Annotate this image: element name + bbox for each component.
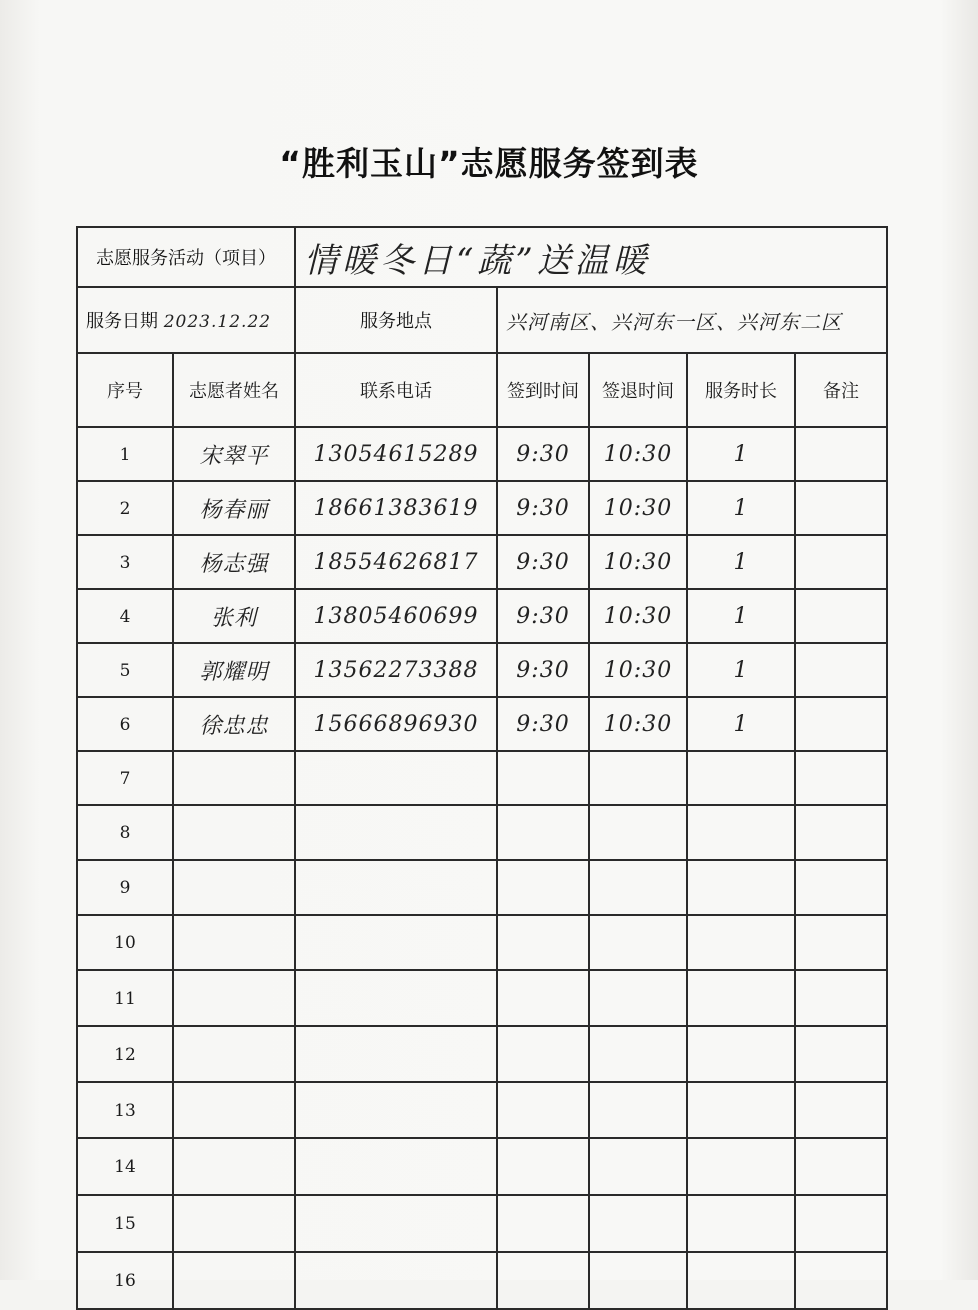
service-hours: 1 [733, 549, 749, 575]
header-row [77, 353, 887, 427]
row-number-cell [77, 915, 173, 970]
phone-number: 18554626817 [313, 549, 479, 575]
table-row [77, 1138, 887, 1195]
signin-time: 9:30 [516, 711, 570, 737]
signin-time-cell [497, 860, 589, 915]
note-cell [795, 697, 887, 751]
row-number-cell [77, 1082, 173, 1138]
table-row [77, 751, 887, 805]
signout-time-cell [589, 589, 687, 643]
signin-time: 9:30 [516, 441, 570, 467]
row-number-cell [77, 481, 173, 535]
signin-time-cell [497, 805, 589, 860]
row-number-cell [77, 535, 173, 589]
signout-time-cell [589, 1026, 687, 1082]
signout-time-cell [589, 1138, 687, 1195]
row-number: 4 [119, 606, 131, 627]
signout-time: 10:30 [603, 549, 673, 575]
row-number-cell [77, 589, 173, 643]
note-cell [795, 1195, 887, 1252]
signout-time-cell [589, 697, 687, 751]
phone-number-cell [295, 805, 497, 860]
signin-time-cell [497, 970, 589, 1026]
phone-number: 13562273388 [313, 657, 479, 683]
table-row [77, 535, 887, 589]
signout-time-cell [589, 805, 687, 860]
volunteer-name-cell [173, 751, 295, 805]
phone-number-cell [295, 1252, 497, 1309]
date-location-row [77, 287, 887, 353]
signout-time-cell [589, 970, 687, 1026]
phone-number-cell [295, 1082, 497, 1138]
signin-time-cell [497, 1252, 589, 1309]
row-number-cell [77, 427, 173, 481]
service-hours: 1 [733, 495, 749, 521]
signin-time: 9:30 [516, 657, 570, 683]
note-cell [795, 751, 887, 805]
phone-number-cell [295, 915, 497, 970]
activity-value [295, 227, 887, 287]
service-hours-cell [687, 915, 795, 970]
row-number: 1 [119, 444, 131, 465]
service-hours-cell [687, 697, 795, 751]
note-cell [795, 1082, 887, 1138]
note-cell [795, 805, 887, 860]
table-row [77, 481, 887, 535]
signin-time-cell [497, 751, 589, 805]
phone-number-cell [295, 427, 497, 481]
note-cell [795, 427, 887, 481]
volunteer-name-cell [173, 481, 295, 535]
service-hours-cell [687, 751, 795, 805]
volunteer-name-cell [173, 805, 295, 860]
volunteer-name-cell [173, 697, 295, 751]
volunteer-name-cell [173, 643, 295, 697]
signout-time-cell [589, 427, 687, 481]
row-number: 13 [114, 1100, 136, 1121]
signin-time: 9:30 [516, 495, 570, 521]
table-row [77, 805, 887, 860]
volunteer-name-cell [173, 915, 295, 970]
signin-time-cell [497, 481, 589, 535]
phone-number-cell [295, 751, 497, 805]
location-handwriting: 兴河南区、兴河东一区、兴河东二区 [506, 309, 842, 334]
row-number-cell [77, 805, 173, 860]
activity-row [77, 227, 887, 287]
row-number: 3 [119, 552, 131, 573]
row-number-cell [77, 1195, 173, 1252]
signin-time-cell [497, 1082, 589, 1138]
volunteer-name-cell [173, 1252, 295, 1309]
phone-number-cell [295, 481, 497, 535]
service-hours: 1 [733, 603, 749, 629]
signin-time: 9:30 [516, 549, 570, 575]
row-number: 14 [114, 1157, 136, 1177]
signout-time: 10:30 [603, 657, 673, 683]
volunteer-name-cell [173, 970, 295, 1026]
table-row [77, 427, 887, 481]
header-no: 序号 [77, 353, 173, 427]
table-row [77, 1026, 887, 1082]
signin-time-cell [497, 427, 589, 481]
row-number-cell [77, 860, 173, 915]
row-number: 12 [114, 1044, 136, 1065]
row-number-cell [77, 643, 173, 697]
signin-time-cell [497, 915, 589, 970]
phone-number: 18661383619 [313, 495, 479, 521]
table-row [77, 860, 887, 915]
service-hours-cell [687, 805, 795, 860]
signin-time-cell [497, 643, 589, 697]
service-hours-cell [687, 860, 795, 915]
table-row [77, 915, 887, 970]
service-hours-cell [687, 1195, 795, 1252]
signin-time-cell [497, 697, 589, 751]
row-number-cell [77, 697, 173, 751]
volunteer-name: 徐忠忠 [199, 713, 269, 739]
phone-number: 13054615289 [313, 441, 479, 467]
table-row [77, 643, 887, 697]
row-number: 15 [114, 1214, 136, 1234]
signout-time-cell [589, 1252, 687, 1309]
service-hours-cell [687, 970, 795, 1026]
volunteer-name: 张利 [210, 605, 257, 631]
date-cell [77, 287, 295, 353]
row-number: 7 [119, 768, 131, 789]
volunteer-name-cell [173, 589, 295, 643]
volunteer-name: 郭耀明 [199, 659, 269, 685]
signin-table [76, 226, 888, 1310]
date-value: 2023.12.22 [163, 312, 272, 332]
page-title: “胜利玉山”志愿服务签到表 [279, 144, 699, 183]
signin-time: 9:30 [516, 603, 570, 629]
note-cell [795, 860, 887, 915]
phone-number: 15666896930 [313, 711, 479, 737]
activity-handwriting: 情暖冬日“蔬”送温暖 [304, 240, 651, 281]
volunteer-name-cell [173, 427, 295, 481]
volunteer-name-cell [173, 860, 295, 915]
signout-time: 10:30 [603, 603, 673, 629]
signin-time-cell [497, 1195, 589, 1252]
service-hours-cell [687, 1252, 795, 1309]
header-phone: 联系电话 [295, 353, 497, 427]
header-note: 备注 [795, 353, 887, 427]
row-number: 5 [119, 660, 131, 681]
signout-time-cell [589, 1195, 687, 1252]
row-number: 16 [114, 1271, 136, 1291]
row-number-cell [77, 970, 173, 1026]
volunteer-name: 杨志强 [199, 551, 269, 577]
table-row [77, 1082, 887, 1138]
note-cell [795, 915, 887, 970]
note-cell [795, 481, 887, 535]
row-number: 6 [119, 714, 131, 735]
phone-number-cell [295, 1138, 497, 1195]
signout-time-cell [589, 535, 687, 589]
table-row [77, 1252, 887, 1309]
volunteer-name: 杨春丽 [199, 497, 269, 523]
volunteer-name-cell [173, 1138, 295, 1195]
signin-time-cell [497, 1138, 589, 1195]
phone-number-cell [295, 860, 497, 915]
location-label: 服务地点 [295, 287, 497, 353]
phone-number-cell [295, 643, 497, 697]
signin-time-cell [497, 535, 589, 589]
signout-time-cell [589, 860, 687, 915]
header-duration: 服务时长 [687, 353, 795, 427]
note-cell [795, 1252, 887, 1309]
volunteer-name-cell [173, 1026, 295, 1082]
service-hours-cell [687, 481, 795, 535]
phone-number-cell [295, 1195, 497, 1252]
signout-time-cell [589, 1082, 687, 1138]
signout-time-cell [589, 643, 687, 697]
service-hours-cell [687, 589, 795, 643]
note-cell [795, 1138, 887, 1195]
note-cell [795, 970, 887, 1026]
phone-number-cell [295, 1026, 497, 1082]
row-number: 10 [114, 933, 136, 953]
header-signin: 签到时间 [497, 353, 589, 427]
service-hours: 1 [733, 441, 749, 467]
signout-time: 10:30 [603, 495, 673, 521]
table-row [77, 589, 887, 643]
row-number: 8 [119, 823, 131, 843]
service-hours-cell [687, 1138, 795, 1195]
phone-number-cell [295, 535, 497, 589]
phone-number-cell [295, 697, 497, 751]
phone-number-cell [295, 589, 497, 643]
row-number-cell [77, 1026, 173, 1082]
volunteer-name-cell [173, 1082, 295, 1138]
service-hours-cell [687, 1082, 795, 1138]
header-signout: 签退时间 [589, 353, 687, 427]
phone-number-cell [295, 970, 497, 1026]
signout-time: 10:30 [603, 711, 673, 737]
service-hours-cell [687, 643, 795, 697]
table-row [77, 697, 887, 751]
service-hours: 1 [733, 657, 749, 683]
volunteer-name-cell [173, 535, 295, 589]
row-number: 9 [119, 878, 131, 898]
table-row [77, 970, 887, 1026]
activity-label: 志愿服务活动（项目） [77, 227, 295, 287]
service-hours: 1 [733, 711, 749, 737]
date-label: 服务日期 [86, 311, 158, 332]
signout-time: 10:30 [603, 441, 673, 467]
note-cell [795, 535, 887, 589]
row-number-cell [77, 1138, 173, 1195]
service-hours-cell [687, 535, 795, 589]
note-cell [795, 643, 887, 697]
signout-time-cell [589, 481, 687, 535]
row-number-cell [77, 1252, 173, 1309]
volunteer-name: 宋翠平 [199, 443, 269, 469]
row-number: 11 [114, 988, 136, 1009]
signin-time-cell [497, 1026, 589, 1082]
signout-time-cell [589, 915, 687, 970]
note-cell [795, 589, 887, 643]
row-number-cell [77, 751, 173, 805]
row-number: 2 [119, 498, 131, 519]
signout-time-cell [589, 751, 687, 805]
phone-number: 13805460699 [313, 603, 479, 629]
volunteer-name-cell [173, 1195, 295, 1252]
table-row [77, 1195, 887, 1252]
service-hours-cell [687, 427, 795, 481]
service-hours-cell [687, 1026, 795, 1082]
location-value [497, 287, 887, 353]
note-cell [795, 1026, 887, 1082]
signin-time-cell [497, 589, 589, 643]
header-name: 志愿者姓名 [173, 353, 295, 427]
